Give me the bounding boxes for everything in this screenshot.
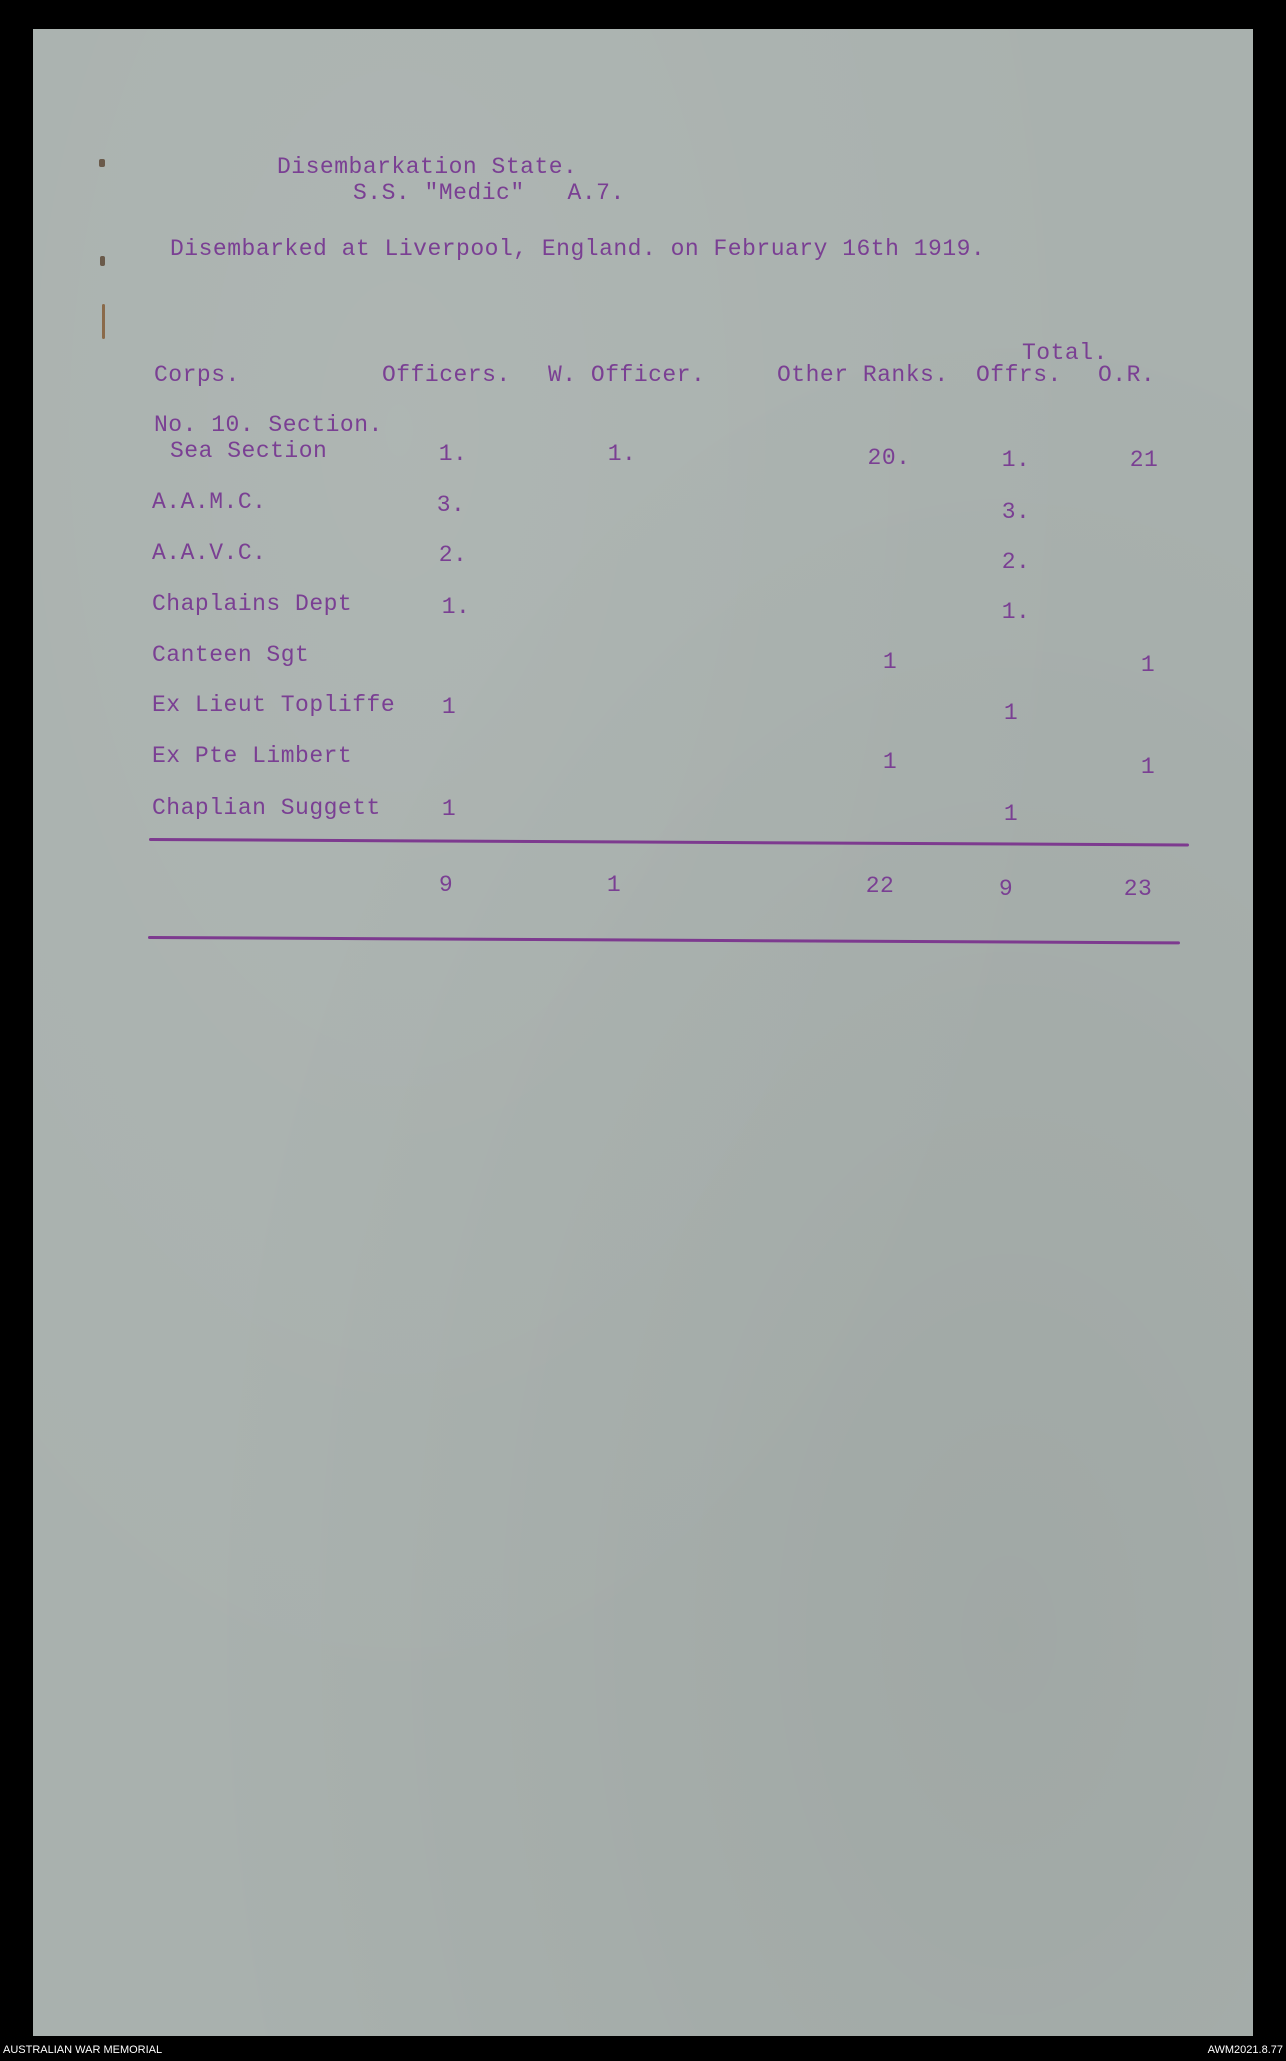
paper-blemish bbox=[102, 304, 105, 339]
row-corps-sub: Sea Section bbox=[170, 438, 328, 464]
row-officers: 2. bbox=[438, 542, 468, 568]
footer-institution: AUSTRALIAN WAR MEMORIAL bbox=[3, 2044, 163, 2056]
header-officers: Officers. bbox=[382, 362, 511, 388]
header-corps: Corps. bbox=[154, 362, 240, 388]
row-officers: 1 bbox=[441, 694, 457, 720]
row-corps: Chaplains Dept bbox=[152, 591, 353, 617]
header-other-ranks: Other Ranks. bbox=[777, 362, 949, 388]
document-title: Disembarkation State. bbox=[277, 154, 578, 180]
document-page bbox=[33, 29, 1253, 2036]
header-total-or: O.R. bbox=[1098, 362, 1156, 388]
ship-line: S.S. "Medic" A.7. bbox=[353, 180, 625, 206]
total-or: 23 bbox=[1123, 876, 1153, 902]
row-corps: A.A.V.C. bbox=[152, 540, 267, 566]
row-total-or: 1 bbox=[1140, 754, 1156, 780]
header-total-offrs: Offrs. bbox=[976, 362, 1062, 388]
row-other-ranks: 1 bbox=[882, 749, 898, 775]
row-corps: Canteen Sgt bbox=[152, 642, 310, 668]
total-offrs: 9 bbox=[998, 876, 1014, 902]
row-total-offrs: 1 bbox=[1003, 801, 1019, 827]
total-w-officer: 1 bbox=[606, 872, 622, 898]
row-other-ranks: 20. bbox=[867, 445, 911, 471]
row-officers: 1. bbox=[441, 594, 471, 620]
row-total-offrs: 1. bbox=[1001, 599, 1031, 625]
total-other-ranks: 22 bbox=[865, 873, 895, 899]
row-corps: No. 10. Section. bbox=[154, 412, 383, 438]
row-corps: Ex Pte Limbert bbox=[152, 743, 353, 769]
row-total-offrs: 1. bbox=[1001, 447, 1031, 473]
document-subtitle: Disembarked at Liverpool, England. on February 16th 1919. bbox=[170, 236, 986, 262]
paper-blemish bbox=[99, 159, 105, 167]
row-officers: 3. bbox=[436, 492, 466, 518]
paper-blemish bbox=[100, 256, 105, 266]
row-total-offrs: 1 bbox=[1003, 700, 1019, 726]
row-corps: Chaplian Suggett bbox=[152, 795, 381, 821]
row-total-or: 21 bbox=[1129, 447, 1159, 473]
row-total-or: 1 bbox=[1140, 652, 1156, 678]
row-corps: A.A.M.C. bbox=[152, 489, 267, 515]
footer-accession-number: AWM2021.8.77 bbox=[1207, 2044, 1283, 2056]
row-officers: 1 bbox=[441, 796, 457, 822]
row-total-offrs: 2. bbox=[1001, 549, 1031, 575]
row-other-ranks: 1 bbox=[882, 649, 898, 675]
row-total-offrs: 3. bbox=[1001, 499, 1031, 525]
row-w-officer: 1. bbox=[607, 441, 637, 467]
row-corps: Ex Lieut Topliffe bbox=[152, 692, 396, 718]
header-w-officer: W. Officer. bbox=[548, 362, 706, 388]
total-officers: 9 bbox=[438, 872, 454, 898]
header-total-group: Total. bbox=[1022, 340, 1108, 366]
row-officers: 1. bbox=[438, 441, 468, 467]
